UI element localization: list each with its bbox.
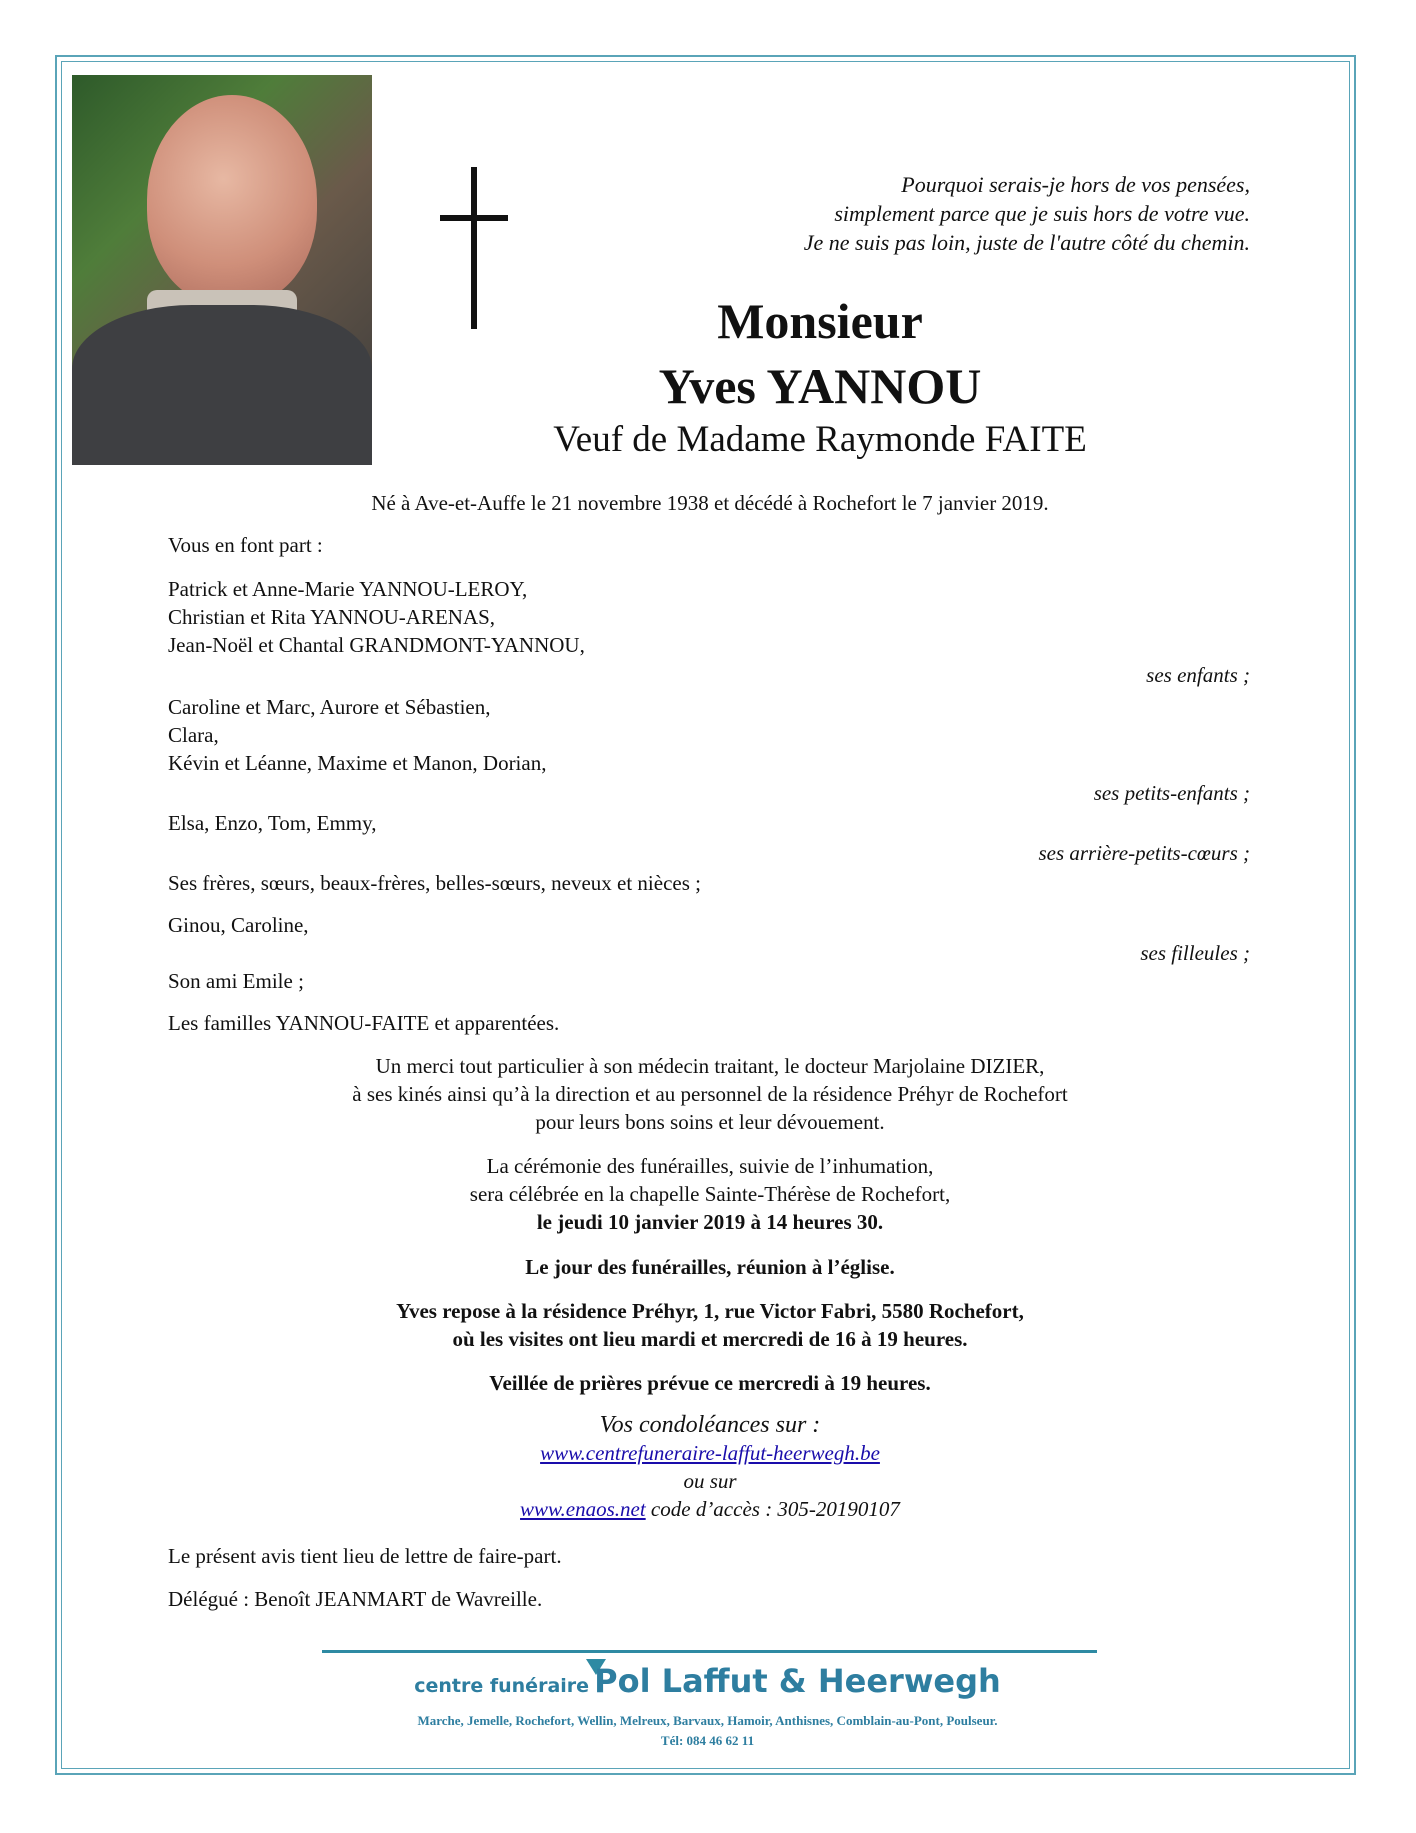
children-label: ses enfants ; (1146, 663, 1250, 687)
deceased-portrait-photo (72, 75, 372, 465)
notice-line: Le présent avis tient lieu de lettre de faire-part. (168, 1544, 562, 1568)
goddaughters-label: ses filleules ; (1140, 941, 1250, 965)
poem (804, 170, 1250, 257)
great-grandchildren-label: ses arrière-petits-cœurs ; (1038, 841, 1250, 865)
poem-line: Pourquoi serais-je hors de vos pensées, (901, 172, 1250, 197)
logo-towns: Marche, Jemelle, Rochefort, Wellin, Melreux, Barvaux, Hamoir, Anthisnes, Comblain-au-Pont, Poulseur. (417, 1713, 998, 1728)
ceremony-date: le jeudi 10 janvier 2019 à 14 heures 30. (536, 1210, 884, 1234)
delegate-line: Délégué : Benoît JEANMART de Wavreille. (168, 1587, 543, 1611)
condolences-link-enaos[interactable]: www.enaos.net (520, 1497, 646, 1521)
funeral-home-logo (320, 1662, 1095, 1700)
thanks-line: Un merci tout particulier à son médecin traitant, le docteur Marjolaine DIZIER, (375, 1054, 1045, 1078)
siblings-line: Ses frères, sœurs, beaux-frères, belles-sœurs, neveux et nièces ; (168, 871, 701, 895)
children-line: Jean-Noël et Chantal GRANDMONT-YANNOU, (168, 633, 585, 657)
poem-line: simplement parce que je suis hors de votre vue. (834, 201, 1250, 226)
friend-line: Son ami Emile ; (168, 969, 304, 993)
grandchildren-label: ses petits-enfants ; (1093, 781, 1250, 805)
logo-big-text: Pol Laffut & Heerwegh (594, 1662, 1001, 1700)
grandchildren-line: Kévin et Léanne, Maxime et Manon, Dorian, (168, 751, 547, 775)
grandchildren-line: Caroline et Marc, Aurore et Sébastien, (168, 695, 491, 719)
cross-icon (440, 167, 508, 329)
rest-line: où les visites ont lieu mardi et mercredi de 16 à 19 heures. (452, 1327, 968, 1351)
thanks-line: pour leurs bons soins et leur dévouement. (535, 1110, 885, 1134)
portrait-face (147, 95, 317, 305)
condolences-link-funeral-centre[interactable]: www.centrefuneraire-laffut-heerwegh.be (540, 1441, 880, 1465)
ceremony-line: sera célébrée en la chapelle Sainte-Thérèse de Rochefort, (469, 1182, 951, 1206)
children-line: Patrick et Anne-Marie YANNOU-LEROY, (168, 577, 528, 601)
great-grandchildren-line: Elsa, Enzo, Tom, Emmy, (168, 811, 377, 835)
families-line: Les familles YANNOU-FAITE et apparentées. (168, 1011, 560, 1035)
grandchildren-line: Clara, (168, 723, 219, 747)
condolences-link-row (170, 1440, 1250, 1467)
access-code: code d’accès : 305-20190107 (645, 1497, 900, 1521)
children-line: Christian et Rita YANNOU-ARENAS, (168, 605, 496, 629)
vigil-line: Veillée de prières prévue ce mercredi à 19 heures. (489, 1371, 931, 1395)
portrait-jacket (72, 305, 372, 465)
goddaughters-line: Ginou, Caroline, (168, 913, 309, 937)
logo-divider (322, 1650, 1097, 1653)
condolences-or: ou sur (683, 1469, 737, 1493)
meeting-line: Le jour des funérailles, réunion à l’église. (525, 1255, 895, 1279)
poem-line: Je ne suis pas loin, juste de l'autre côté du chemin. (803, 230, 1250, 255)
intro-line: Vous en font part : (168, 533, 323, 557)
condolences-enaos-row (170, 1496, 1250, 1523)
logo-small-text: centre funéraire (414, 1675, 590, 1697)
honorific: Monsieur (717, 293, 923, 349)
deceased-name: Yves YANNOU (658, 358, 982, 414)
logo-phone: Tél: 084 46 62 11 (660, 1733, 755, 1748)
rest-line: Yves repose à la résidence Préhyr, 1, rue Victor Fabri, 5580 Rochefort, (396, 1299, 1024, 1323)
birth-death-line: Né à Ave-et-Auffe le 21 novembre 1938 et décédé à Rochefort le 7 janvier 2019. (371, 491, 1049, 515)
spouse-line: Veuf de Madame Raymonde FAITE (553, 419, 1087, 460)
ceremony-line: La cérémonie des funérailles, suivie de l’inhumation, (486, 1154, 934, 1178)
thanks-line: à ses kinés ainsi qu’à la direction et au personnel de la résidence Préhyr de Rochefort (352, 1082, 1068, 1106)
condolences-label: Vos condoléances sur : (599, 1412, 821, 1438)
